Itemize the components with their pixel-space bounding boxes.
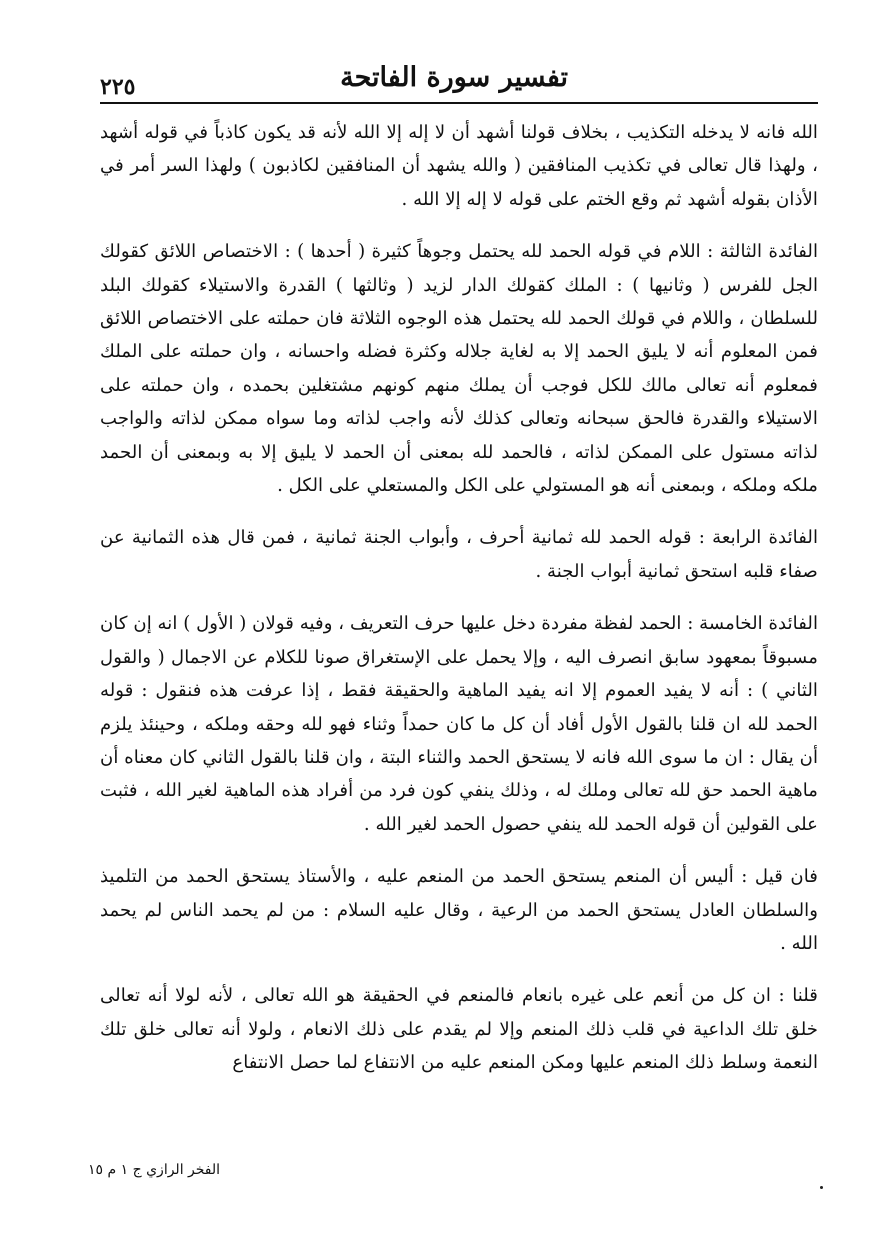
- paragraph-continuation: الله فانه لا يدخله التكذيب ، بخلاف قولنا أشهد أن لا إله إلا الله لأنه قد يكون كاذباً في قوله أشهد ، ولهذا قال تعالى في تكذيب المنافقين ( والله يشهد أن المنافقين لكاذبون ) ولهذا السر أمر في الأذان بقوله أشهد ثم وقع الختم على قوله لا إله إلا الله .: [100, 122, 819, 210]
- running-title: تفسير سورة الفاتحة: [340, 62, 568, 93]
- header-rule: [100, 102, 818, 104]
- signature-footer: الفخر الرازي ج ١ م ١٥: [88, 1162, 221, 1178]
- body-text: [100, 116, 818, 1080]
- page-number: ٢٢٥: [100, 74, 136, 100]
- paragraph-fourth-benefit: الفائدة الرابعة : قوله الحمد لله ثمانية أحرف ، وأبواب الجنة ثمانية ، فمن قال هذه الثمانية عن صفاء قلبه استحق ثمانية أبواب الجنة .: [100, 527, 818, 582]
- paragraph-fifth-benefit: الفائدة الخامسة : الحمد لفظة مفردة دخل عليها حرف التعريف ، وفيه قولان ( الأول ) انه إن كان مسبوقاً بمعهود سابق انصرف اليه ، وإلا يحمل على الإستغراق صونا للكلام عن الاجمال ( والقول الثاني ) : أنه لا يفيد العموم إلا انه يفيد الماهية والحقيقة فقط ، إذا عرفت هذه فنقول : قوله الحمد لله ان قلنا بالقول الأول أفاد أن كل ما كان حمداً وثناء فهو لله وحقه وملكه ، وحينئذ يلزم أن يقال : ان ما سوى الله فانه لا يستحق الحمد والثناء البتة ، وان قلنا بالقول الثاني كان معناه أن ماهية الحمد حق لله تعالى وملك له ، وذلك ينفي كون فرد من أفراد هذه الماهية لغير الله ، فثبت على القولين أن قوله الحمد لله ينفي حصول الحمد لغير الله .: [100, 613, 818, 835]
- paragraph-answer: قلنا : ان كل من أنعم على غيره بانعام فالمنعم في الحقيقة هو الله تعالى ، لأنه لولا أنه تعالى خلق تلك الداعية في قلب ذلك المنعم وإلا لم يقدم على ذلك الانعام ، ولولا أنه تعالى خلق تلك النعمة وسلط ذلك المنعم عليها ومكن المنعم عليه من الانتفاع لما حصل الانتفاع: [100, 985, 818, 1074]
- page-header: [100, 62, 818, 102]
- print-mark: [820, 1186, 823, 1189]
- paragraph-third-benefit: الفائدة الثالثة : اللام في قوله الحمد لله يحتمل وجوهاً كثيرة ( أحدها ) : الاختصاص اللائق كقولك الجل للفرس ( وثانيها ) : الملك كقولك الدار لزيد ( وثالثها ) القدرة والاستيلاء كقولك البلد للسلطان ، واللام في قولك الحمد لله يحتمل هذه الوجوه الثلاثة فان حملته على الاختصاص اللائق فمن المعلوم أنه لا يليق الحمد إلا به لغاية جلاله وكثرة فضله واحسانه ، وان حملته على الملك فمعلوم أنه تعالى مالك للكل فوجب أن يملك منهم كونهم مشتغلين بحمده ، وان حملته على الاستيلاء والقدرة فالحق سبحانه وتعالى كذلك لأنه واجب لذاته وما سواه ممكن لذاته والواجب لذاته مستول على الممكن لذاته ، فالحمد لله بمعنى أن الحمد لا يليق إلا به وبمعنى أن الحمد ملكه وملكه ، وبمعنى أنه هو المستولي على الكل والمستعلي على الكل .: [100, 241, 818, 497]
- paragraph-objection: فان قيل : أليس أن المنعم يستحق الحمد من المنعم عليه ، والأستاذ يستحق الحمد من التلميذ والسلطان العادل يستحق الحمد من الرعية ، وقال عليه السلام : من لم يحمد الناس لم يحمد الله .: [100, 866, 818, 954]
